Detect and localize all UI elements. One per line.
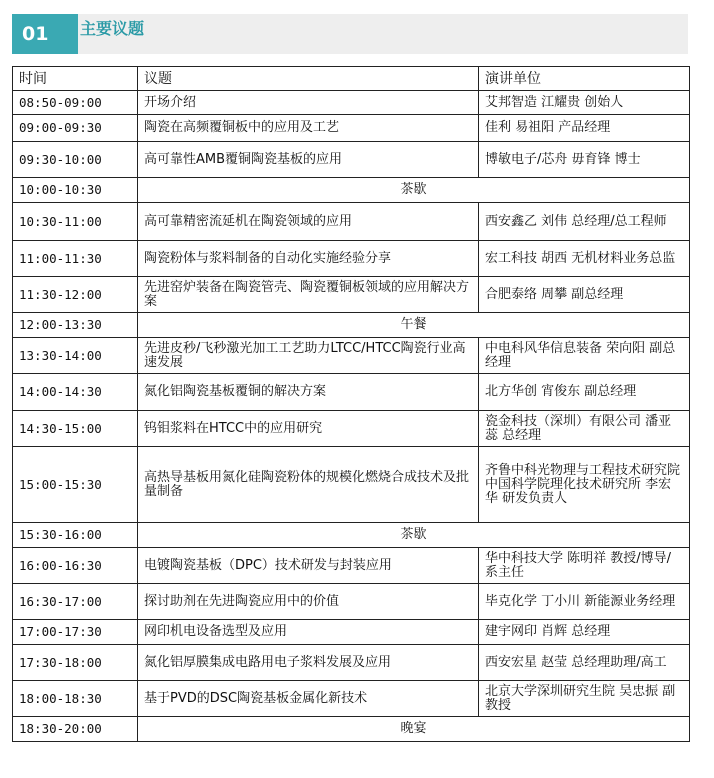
row-time: 09:00-09:30 — [13, 115, 138, 142]
row-break-label: 午餐 — [138, 313, 690, 338]
section-title: 主要议题 — [80, 19, 145, 38]
agenda-row — [13, 584, 690, 620]
row-time: 17:30-18:00 — [13, 645, 138, 681]
row-speaker: 毕克化学 丁小川 新能源业务经理 — [479, 584, 690, 620]
break-row — [13, 717, 690, 742]
agenda-row — [13, 447, 690, 523]
row-topic: 先进窑炉装备在陶瓷管壳、陶瓷覆铜板领域的应用解决方案 — [138, 277, 479, 313]
section-header — [12, 14, 688, 54]
row-topic: 高可靠精密流延机在陶瓷领域的应用 — [138, 203, 479, 241]
agenda-body — [13, 67, 690, 742]
row-speaker: 齐鲁中科光物理与工程技术研究院中国科学院理化技术研究所 李宏华 研发负责人 — [479, 447, 690, 523]
agenda-row — [13, 374, 690, 411]
row-speaker: 合肥泰络 周攀 副总经理 — [479, 277, 690, 313]
row-topic: 基于PVD的DSC陶瓷基板金属化新技术 — [138, 681, 479, 717]
row-time: 11:00-11:30 — [13, 241, 138, 277]
row-break-label: 茶歇 — [138, 523, 690, 548]
row-time: 09:30-10:00 — [13, 142, 138, 178]
row-speaker: 佳利 易祖阳 产品经理 — [479, 115, 690, 142]
row-time: 10:30-11:00 — [13, 203, 138, 241]
row-time: 10:00-10:30 — [13, 178, 138, 203]
agenda-row — [13, 681, 690, 717]
row-speaker: 中电科风华信息装备 荣向阳 副总经理 — [479, 338, 690, 374]
break-row — [13, 178, 690, 203]
row-time: 12:00-13:30 — [13, 313, 138, 338]
row-break-label: 茶歇 — [138, 178, 690, 203]
row-speaker: 华中科技大学 陈明祥 教授/博导/系主任 — [479, 548, 690, 584]
row-topic: 陶瓷粉体与浆料制备的自动化实施经验分享 — [138, 241, 479, 277]
row-speaker: 瓷金科技（深圳）有限公司 潘亚蕊 总经理 — [479, 411, 690, 447]
row-time: 08:50-09:00 — [13, 91, 138, 115]
row-time: 16:00-16:30 — [13, 548, 138, 584]
header-topic: 议题 — [138, 67, 479, 91]
row-topic: 氮化铝陶瓷基板覆铜的解决方案 — [138, 374, 479, 411]
row-time: 18:00-18:30 — [13, 681, 138, 717]
section-number: 01 — [12, 14, 78, 54]
row-speaker: 艾邦智造 江耀贵 创始人 — [479, 91, 690, 115]
row-speaker: 宏工科技 胡西 无机材料业务总监 — [479, 241, 690, 277]
header-time: 时间 — [13, 67, 138, 91]
agenda-row — [13, 203, 690, 241]
agenda-row — [13, 115, 690, 142]
row-time: 14:30-15:00 — [13, 411, 138, 447]
agenda-row — [13, 277, 690, 313]
agenda-row — [13, 142, 690, 178]
row-topic: 钨钼浆料在HTCC中的应用研究 — [138, 411, 479, 447]
row-time: 18:30-20:00 — [13, 717, 138, 742]
agenda-row — [13, 338, 690, 374]
agenda-row — [13, 241, 690, 277]
row-time: 13:30-14:00 — [13, 338, 138, 374]
header-speaker: 演讲单位 — [479, 67, 690, 91]
row-topic: 开场介绍 — [138, 91, 479, 115]
row-time: 14:00-14:30 — [13, 374, 138, 411]
row-time: 11:30-12:00 — [13, 277, 138, 313]
row-speaker: 西安鑫乙 刘伟 总经理/总工程师 — [479, 203, 690, 241]
row-speaker: 西安宏星 赵莹 总经理助理/高工 — [479, 645, 690, 681]
row-speaker: 北方华创 宵俊东 副总经理 — [479, 374, 690, 411]
row-topic: 高热导基板用氮化硅陶瓷粉体的规模化燃烧合成技术及批量制备 — [138, 447, 479, 523]
agenda-row — [13, 645, 690, 681]
agenda-row — [13, 411, 690, 447]
row-topic: 探讨助剂在先进陶瓷应用中的价值 — [138, 584, 479, 620]
row-break-label: 晚宴 — [138, 717, 690, 742]
row-topic: 氮化铝厚膜集成电路用电子浆料发展及应用 — [138, 645, 479, 681]
row-topic: 电镀陶瓷基板（DPC）技术研发与封装应用 — [138, 548, 479, 584]
row-speaker: 建宇网印 肖辉 总经理 — [479, 620, 690, 645]
break-row — [13, 523, 690, 548]
row-topic: 网印机电设备选型及应用 — [138, 620, 479, 645]
row-time: 17:00-17:30 — [13, 620, 138, 645]
agenda-row — [13, 548, 690, 584]
row-time: 15:30-16:00 — [13, 523, 138, 548]
row-topic: 先进皮秒/飞秒激光加工工艺助力LTCC/HTCC陶瓷行业高速发展 — [138, 338, 479, 374]
agenda-table — [12, 66, 690, 742]
row-time: 15:00-15:30 — [13, 447, 138, 523]
row-time: 16:30-17:00 — [13, 584, 138, 620]
agenda-row — [13, 91, 690, 115]
row-speaker: 博敏电子/芯舟 毋育锋 博士 — [479, 142, 690, 178]
row-topic: 陶瓷在高频覆铜板中的应用及工艺 — [138, 115, 479, 142]
break-row — [13, 313, 690, 338]
row-speaker: 北京大学深圳研究生院 吴忠振 副教授 — [479, 681, 690, 717]
agenda-row — [13, 620, 690, 645]
header-row — [13, 67, 690, 91]
row-topic: 高可靠性AMB覆铜陶瓷基板的应用 — [138, 142, 479, 178]
